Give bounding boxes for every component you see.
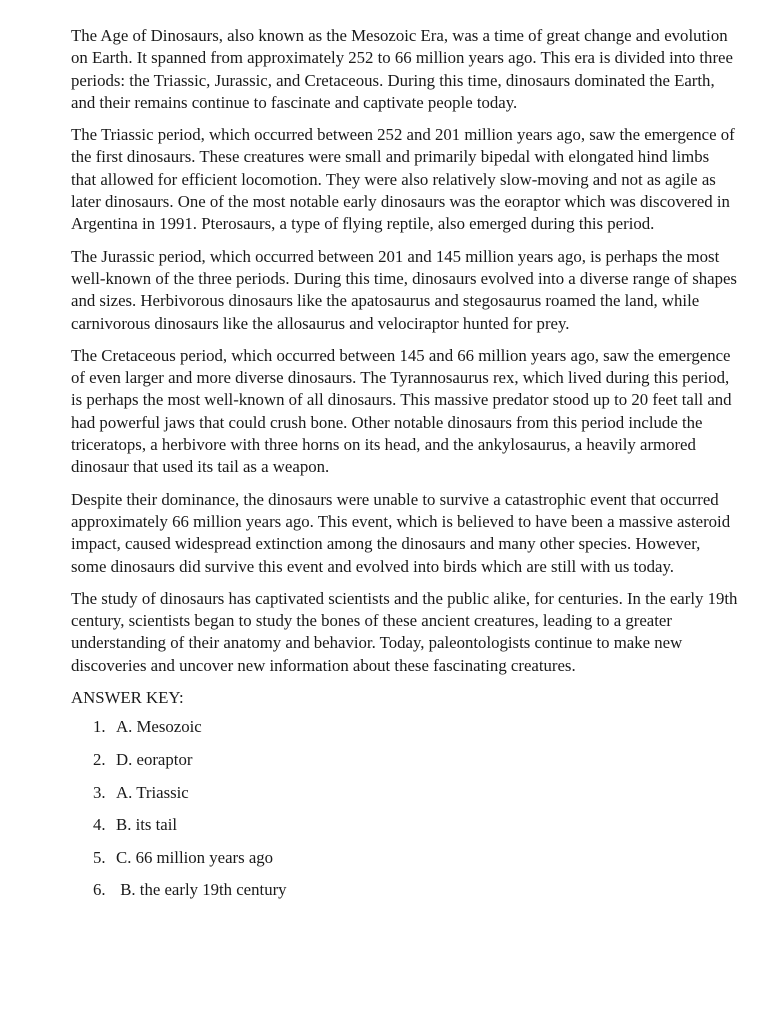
- answer-number: 3.: [93, 782, 106, 802]
- paragraph-cretaceous: The Cretaceous period, which occurred between 145 and 66 million years ago, saw the emergence of even larger and more diverse dinosaurs. The Tyrannosaurus rex, which lived during this period, is perhaps the most well-known of all dinosaurs. This massive predator stood up to 20 feet tall and had powerful jaws that could crush bone. Other notable dinosaurs from this period include the triceratops, a herbivore with three horns on its head, and the ankylosaurus, a heavily armored dinosaur that used its tail as a weapon.: [71, 345, 732, 477]
- answer-text: A. Triassic: [116, 782, 189, 802]
- answer-item: [71, 716, 738, 738]
- paragraph-extinction: Despite their dominance, the dinosaurs were unable to survive a catastrophic event that occurred approximately 66 million years ago. This event, which is believed to have been a massive asteroid impact, caused widespread extinction among the dinosaurs and many other species. However, some dinosaurs did survive this event and evolved into birds which are still with us today.: [71, 489, 731, 576]
- paragraph-mesozoic-intro: The Age of Dinosaurs, also known as the Mesozoic Era, was a time of great change and evolution on Earth. It spanned from approximately 252 to 66 million years ago. This era is divided into three periods: the Triassic, Jurassic, and Cretaceous. During this time, dinosaurs dominated the Earth, and their remains continue to fascinate and captivate people today.: [71, 26, 733, 112]
- answer-number: 4.: [93, 815, 106, 835]
- answer-number: 5.: [93, 847, 106, 867]
- answer-item: [71, 879, 738, 901]
- answer-item: [71, 749, 738, 771]
- answer-item: [71, 814, 738, 836]
- paragraph-study: The study of dinosaurs has captivated scientists and the public alike, for centuries. In the early 19th century, scientists began to study the bones of these ancient creatures, leading to a greater understanding of their anatomy and behavior. Today, paleontologists continue to make new discoveries and uncover new information about these fascinating creatures.: [71, 588, 738, 675]
- answer-key-heading: ANSWER KEY:: [71, 688, 184, 708]
- answer-number: 6.: [93, 880, 106, 900]
- answer-text: B. its tail: [116, 815, 178, 835]
- paragraph-jurassic: The Jurassic period, which occurred between 201 and 145 million years ago, is perhaps the most well-known of the three periods. During this time, dinosaurs evolved into a diverse range of shapes and sizes. Herbivorous dinosaurs like the apatosaurus and stegosaurus roamed the land, while carnivorous dinosaurs like the allosaurus and velociraptor hunted for prey.: [71, 246, 737, 333]
- answer-item: [71, 847, 738, 869]
- answer-item: [71, 782, 738, 804]
- answer-text: C. 66 million years ago: [116, 847, 274, 867]
- answer-text: D. eoraptor: [116, 749, 193, 769]
- paragraph-triassic: The Triassic period, which occurred between 252 and 201 million years ago, saw the emergence of the first dinosaurs. These creatures were small and primarily bipedal with elongated hind limbs that allowed for efficient locomotion. They were also relatively slow-moving and not as agile as later dinosaurs. One of the most notable early dinosaurs was the eoraptor which was discovered in Argentina in 1991. Pterosaurs, a type of flying reptile, also emerged during this period.: [71, 125, 735, 234]
- answer-number: 1.: [93, 717, 106, 737]
- answer-key-list: [71, 716, 738, 901]
- answer-text: A. Mesozoic: [116, 717, 202, 737]
- answer-number: 2.: [93, 749, 106, 769]
- answer-text: B. the early 19th century: [116, 880, 287, 900]
